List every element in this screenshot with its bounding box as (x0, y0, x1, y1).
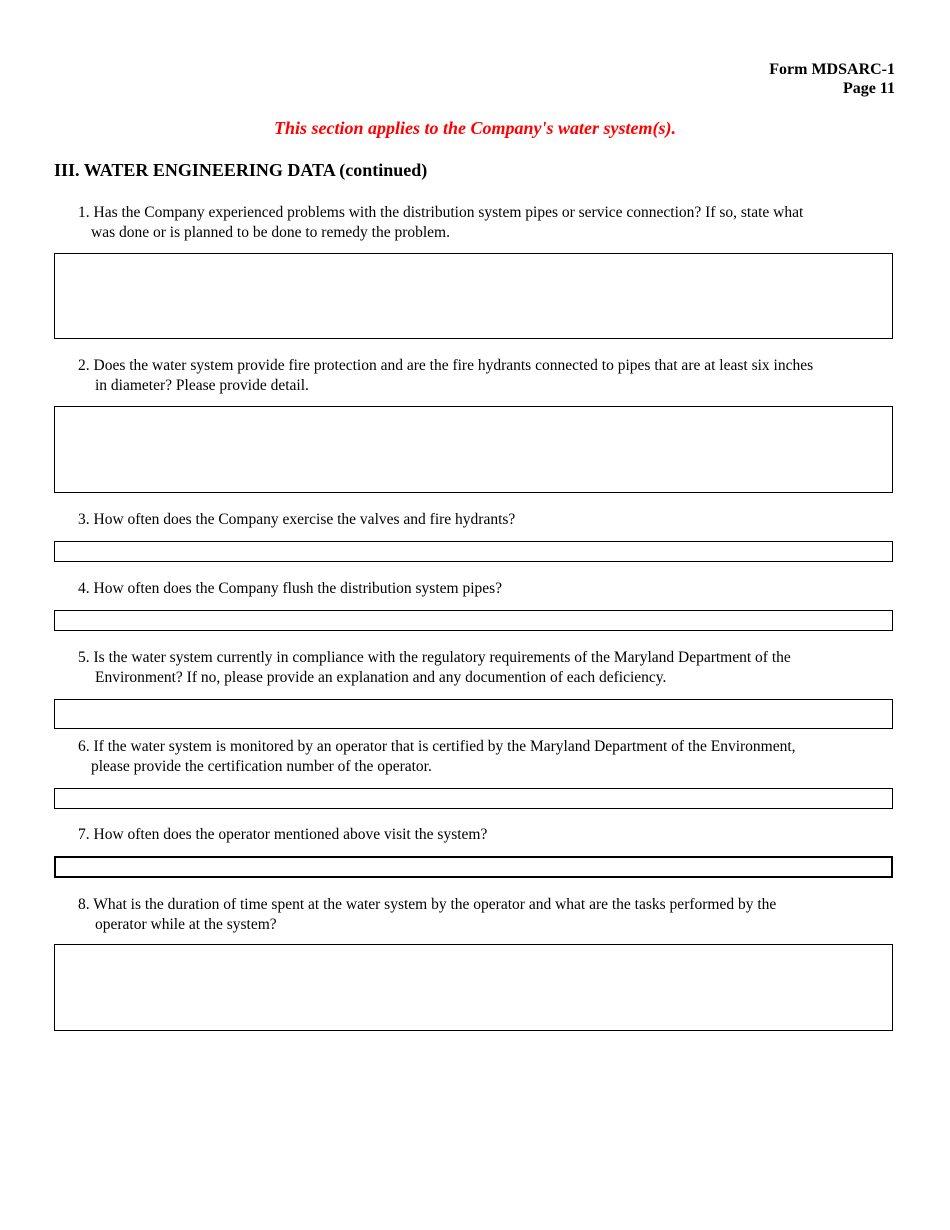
answer-box-4[interactable] (54, 610, 893, 631)
question-4 (78, 579, 868, 599)
question-2-text: 2. Does the water system provide fire protection and are the fire hydrants connected to pipes that are at least six inches (78, 357, 814, 374)
answer-box-1[interactable] (54, 253, 893, 339)
question-4-text: 4. How often does the Company flush the distribution system pipes? (78, 580, 503, 597)
question-5-text-cont: Environment? If no, please provide an explanation and any documention of each deficiency. (95, 668, 667, 686)
question-3 (78, 510, 868, 530)
question-2 (78, 356, 868, 395)
question-7 (78, 825, 868, 845)
answer-box-5[interactable] (54, 699, 893, 729)
question-5-text: 5. Is the water system currently in compliance with the regulatory requirements of the Maryland Department of the (78, 649, 791, 666)
answer-box-8[interactable] (54, 944, 893, 1031)
question-1-text: 1. Has the Company experienced problems with the distribution system pipes or service connection? If so, state what (78, 204, 804, 221)
question-6-text-cont: please provide the certification number of the operator. (91, 757, 432, 775)
answer-box-2[interactable] (54, 406, 893, 493)
section-title: III. WATER ENGINEERING DATA (continued) (54, 160, 428, 180)
question-3-text: 3. How often does the Company exercise the valves and fire hydrants? (78, 511, 516, 528)
question-2-text-cont: in diameter? Please provide detail. (95, 376, 309, 394)
section-notice: This section applies to the Company's water system(s). (273, 118, 676, 138)
question-8-text: 8. What is the duration of time spent at the water system by the operator and what are the tasks performed by the (78, 896, 777, 913)
question-8-text-cont: operator while at the system? (95, 915, 277, 933)
question-7-text: 7. How often does the operator mentioned above visit the system? (78, 826, 488, 843)
answer-box-3[interactable] (54, 541, 893, 562)
question-1 (78, 203, 868, 242)
question-6-text: 6. If the water system is monitored by an operator that is certified by the Maryland Department of the Environment, (78, 738, 796, 755)
form-header (769, 60, 895, 98)
question-1-text-cont: was done or is planned to be done to remedy the problem. (91, 223, 450, 241)
page-number: Page 11 (843, 80, 895, 97)
answer-box-7[interactable] (54, 856, 893, 878)
question-8 (78, 895, 868, 934)
form-id: Form MDSARC-1 (769, 61, 895, 78)
question-6 (78, 737, 868, 776)
question-5 (78, 648, 868, 687)
answer-box-6[interactable] (54, 788, 893, 809)
